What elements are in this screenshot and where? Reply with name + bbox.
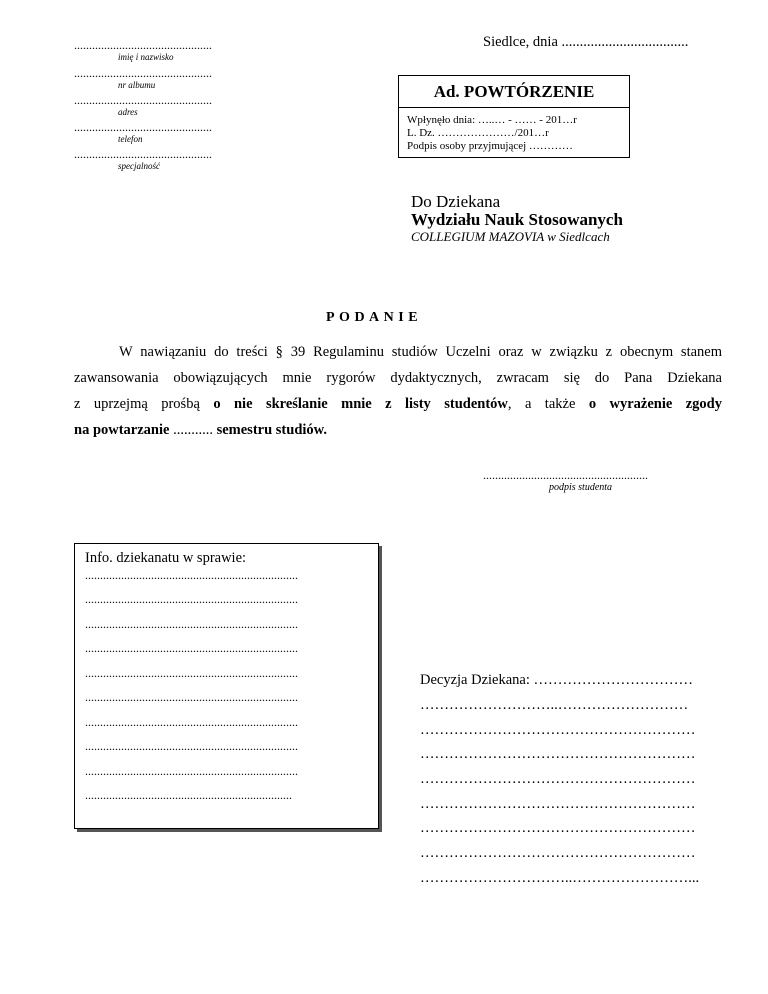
decision-line[interactable]: …………………………..……………………... xyxy=(420,870,700,886)
decision-line[interactable]: ………………………..……………………… xyxy=(420,697,689,713)
specialty-label: specjalność xyxy=(118,161,160,171)
paragraph-line-3: z uprzejmą prośbą o nie skreślanie mnie z listy studentów, a także o wyrażenie zgody xyxy=(74,396,722,412)
signature-line[interactable]: ....................................................... xyxy=(483,468,648,482)
info-line[interactable]: ....................................................................... xyxy=(85,666,298,680)
deans-office-info-box xyxy=(74,543,379,829)
stamp-register-number: L. Dz. …………………/201…r xyxy=(407,127,549,139)
decision-line[interactable]: ………………………………………………… xyxy=(420,820,696,836)
addressee-line2: Wydziału Nauk Stosowanych xyxy=(411,210,623,229)
address-label: adres xyxy=(118,107,138,117)
info-line[interactable]: ....................................................................... xyxy=(85,690,298,704)
place-date-line[interactable]: Siedlce, dnia ................................... xyxy=(483,34,689,50)
info-line[interactable]: ....................................................................... xyxy=(85,617,298,631)
info-line[interactable]: ....................................................................... xyxy=(85,592,298,606)
specialty-field[interactable]: .............................................. xyxy=(74,147,212,161)
stamp-title: Ad. POWTÓRZENIE xyxy=(399,76,629,108)
decision-line[interactable]: ………………………………………………… xyxy=(420,722,696,738)
paragraph-line-1: W nawiązaniu do treści § 39 Regulaminu studiów Uczelni oraz w związku z obecnym stanem xyxy=(119,344,722,360)
stamp-receiver-signature: Podpis osoby przyjmującej ………… xyxy=(407,140,573,152)
semester-blank[interactable]: ........... xyxy=(169,422,217,438)
phone-label: telefon xyxy=(118,134,143,144)
signature-label: podpis studenta xyxy=(549,482,613,493)
info-line[interactable]: ....................................................................... xyxy=(85,739,298,753)
info-line[interactable]: ....................................................................... xyxy=(85,764,298,778)
decision-line[interactable]: ………………………………………………… xyxy=(420,845,696,861)
addressee-line3: COLLEGIUM MAZOVIA w Siedlcach xyxy=(411,229,610,244)
decision-line[interactable]: ………………………………………………… xyxy=(420,746,696,762)
info-line[interactable]: ....................................................................... xyxy=(85,568,298,582)
address-field[interactable]: .............................................. xyxy=(74,93,212,107)
addressee-line1: Do Dziekana xyxy=(411,192,501,211)
decision-line[interactable]: ………………………………………………… xyxy=(420,796,696,812)
album-number-label: nr albumu xyxy=(118,80,156,90)
dean-decision-title[interactable]: Decyzja Dziekana: …………………………… xyxy=(420,672,694,688)
stamp-body xyxy=(399,108,629,153)
phone-field[interactable]: .............................................. xyxy=(74,120,212,134)
request-paragraph xyxy=(74,339,722,443)
stamp-received-date: Wpłynęło dnia: …..… - …… - 201…r xyxy=(407,114,577,126)
document-heading: PODANIE xyxy=(326,310,423,325)
decision-line[interactable]: ………………………………………………… xyxy=(420,771,696,787)
info-line[interactable]: ....................................................................... xyxy=(85,641,298,655)
paragraph-line-2: zawansowania obowiązujących mnie rygorów dydaktycznych, zwracam się do Pana Dziekana xyxy=(74,370,722,386)
info-box-title: Info. dziekanatu w sprawie: xyxy=(85,550,247,566)
registration-stamp-box xyxy=(398,75,630,158)
info-line[interactable]: ..................................................................... xyxy=(85,788,292,802)
album-number-field[interactable]: .............................................. xyxy=(74,66,212,80)
name-field[interactable]: .............................................. xyxy=(74,38,212,52)
paragraph-line-4: na powtarzanie ........... semestru studiów. xyxy=(74,422,327,438)
info-line[interactable]: ....................................................................... xyxy=(85,715,298,729)
name-label: imię i nazwisko xyxy=(118,52,174,62)
